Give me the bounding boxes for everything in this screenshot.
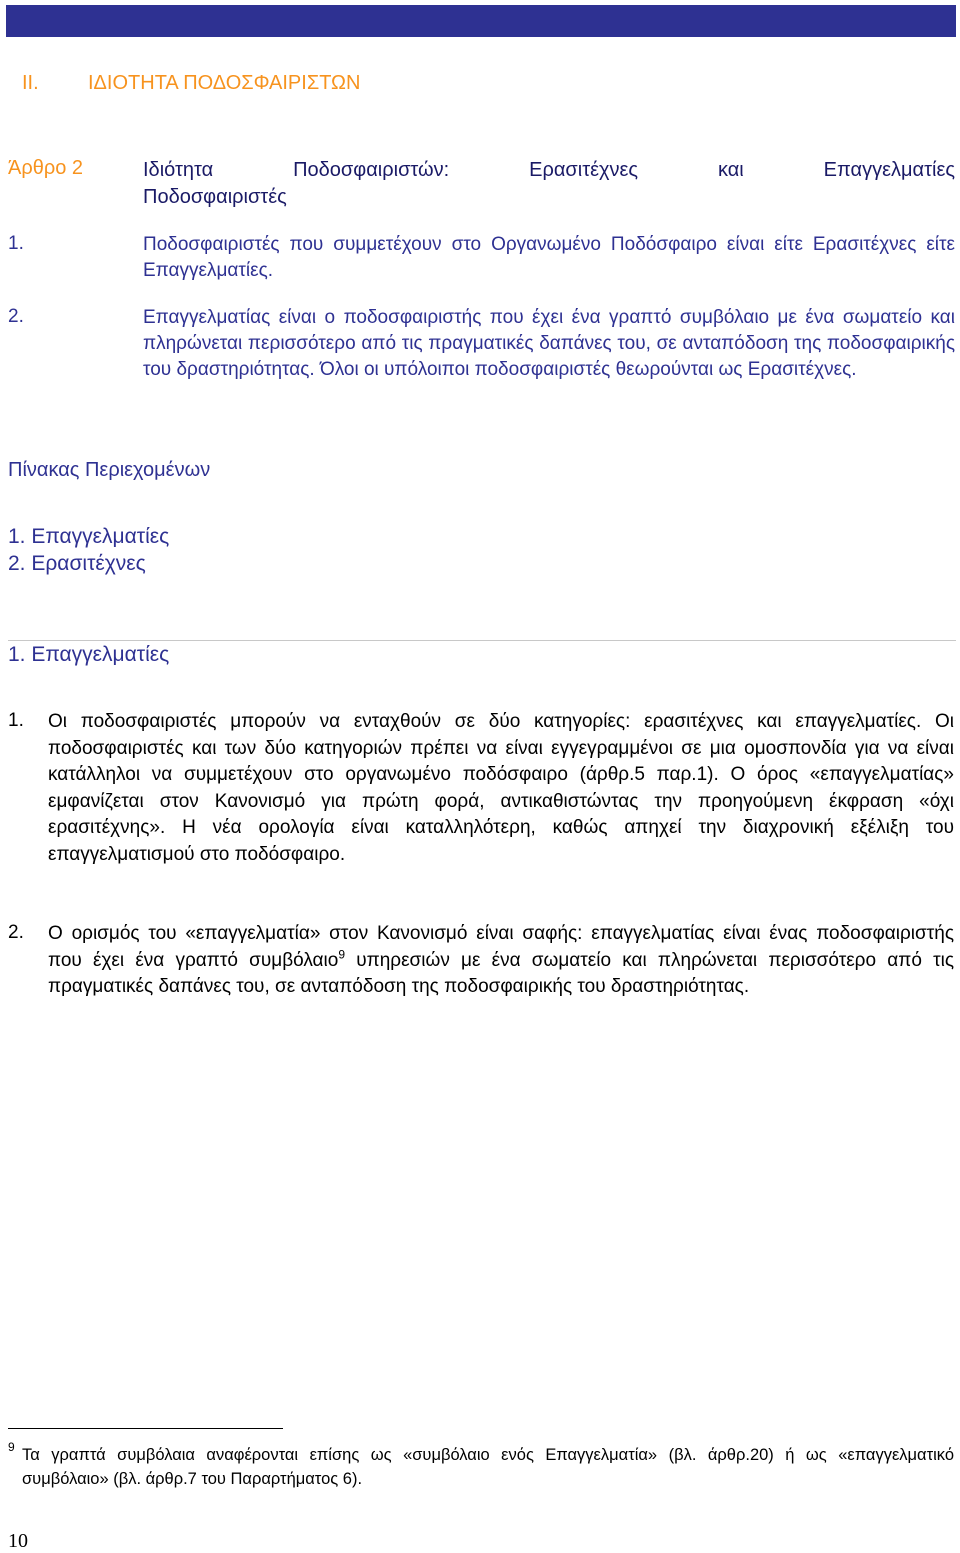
footnote-text: Τα γραπτά συμβόλαια αναφέρονται επίσης ως «συμβόλαιο ενός Επαγγελματία» (βλ. άρθρ.20) ή ως «επαγγελματικό συμβόλαιο» (βλ. άρθρ.7 του Παραρτήματος 6). [22,1446,954,1488]
article-item-1-num: 1. [8,233,24,254]
section-title-text: ΙΔΙΟΤΗΤΑ ΠΟΔΟΣΦΑΙΡΙΣΤΩΝ [88,72,361,94]
section-title [22,72,360,95]
article-title-line1: Ιδιότητα Ποδοσφαιριστών: Ερασιτέχνες και Επαγγελματίες [143,159,955,181]
commentary-p2-text-b: υπηρεσιών με ένα σωματείο και πληρώνεται περισσότερο από τις πραγματικές δαπάνες του, σε ανταπόδοση της ποδοσφαιρικής του δραστηριότητας. [48,949,954,998]
page-number: 10 [8,1530,28,1552]
toc-heading: Πίνακας Περιεχομένων [8,459,211,481]
commentary-p2-num: 2. [8,922,24,943]
commentary-heading: 1. Επαγγελματίες [8,643,170,666]
commentary-p1-text: Οι ποδοσφαιριστές μπορούν να ενταχθούν σε δύο κατηγορίες: ερασιτέχνες και επαγγελματίες. Οι ποδοσφαιριστές και των δύο κατηγοριών πρέπει να είναι εγγεγραμμένοι σε μια ομοσπονδία για να είναι κατάλληλοι να συμμετέχουν στο οργανωμένο ποδόσφαιρο (άρθρ.5 παρ.1). Ο όρος «επαγγελματίας» εμφανίζεται στον Κανονισμό για πρώτη φορά, αντικαθιστώντας την προηγούμενη έκφραση «όχι ερασιτέχνης». Η νέα ορολογία είναι καταλληλότερη, καθώς απηχεί την διαχρονική εξέλιξη του επαγγελματισμού στο ποδόσφαιρο. [48,711,954,865]
article-label: Άρθρο 2 [8,157,84,179]
footnote-num: 9 [8,1440,15,1454]
section-roman: II. [22,72,39,94]
footnote-rule [8,1428,283,1429]
section-divider [8,640,956,641]
toc-item-1[interactable]: 1. Επαγγελματίες [8,525,170,548]
commentary-p2-text-a: Ο ορισμός του «επαγγελματία» στον Κανονισμό είναι σαφής: επαγγελματίας είναι ένας ποδοσφαιριστής που έχει ένα γραπτό συμβόλαιο [48,923,954,971]
article-item-2-text: Επαγγελματίας είναι ο ποδοσφαιριστής που έχει ένα γραπτό συμβόλαιο με ένα σωματείο και πληρώνεται περισσότερο από τις πραγματικές δαπάνες του, σε ανταπόδοση της ποδοσφαιρικής του δραστηριότητας. Όλοι οι υπόλοιποι ποδοσφαιριστές θεωρούνται ως Ερασιτέχνες. [143,307,955,380]
footnote-ref[interactable]: 9 [338,947,346,962]
header-band [6,5,956,37]
commentary-p2-text [48,921,954,1001]
article-item-2-num: 2. [8,306,24,327]
toc-item-2[interactable]: 2. Ερασιτέχνες [8,552,146,575]
article-title-line2: Ποδοσφαιριστές [143,186,287,208]
article-title [143,157,955,211]
article-item-1-text: Ποδοσφαιριστές που συμμετέχουν στο Οργανωμένο Ποδόσφαιρο είναι είτε Ερασιτέχνες είτε Επαγγελματίες. [143,234,955,281]
commentary-p1-num: 1. [8,710,24,731]
